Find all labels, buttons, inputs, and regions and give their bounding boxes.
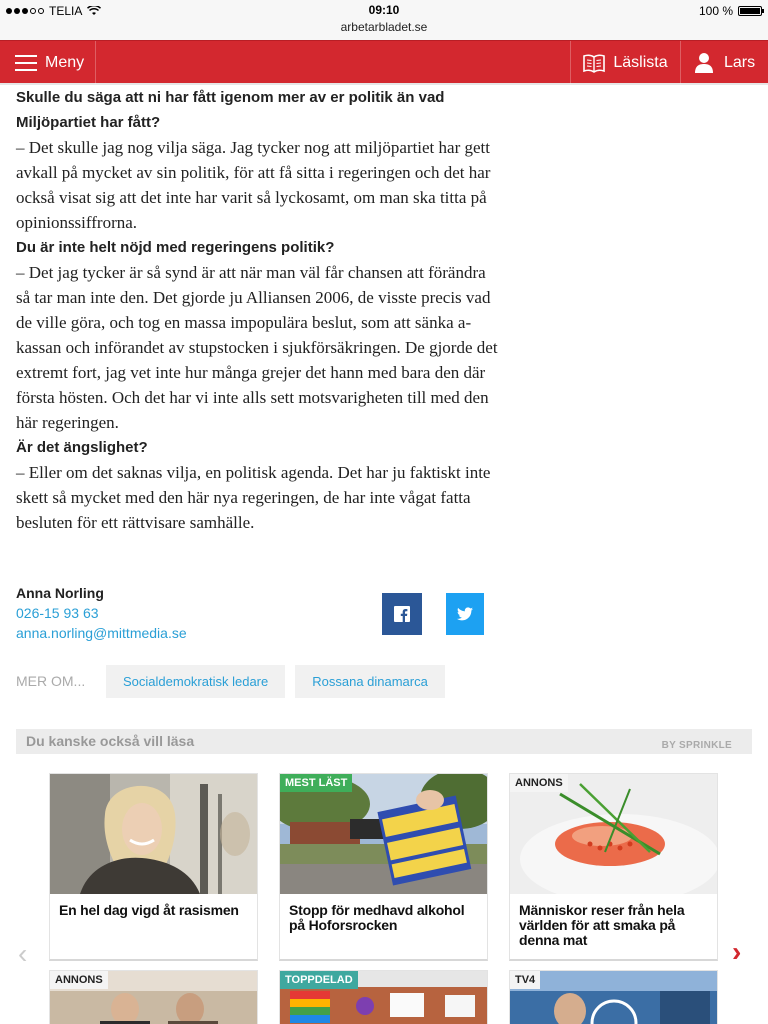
- recommendation-card[interactable]: [509, 773, 718, 961]
- card-caption: En hel dag vigd åt rasismen: [59, 902, 239, 918]
- card-caption: Människor reser från hela världen för att smaka på denna mat: [519, 902, 685, 948]
- twitter-share-button[interactable]: [446, 593, 484, 635]
- interview-answer: – Eller om det saknas vilja, en politisk agenda. Det har ju faktiskt inte skett så mycket med den här nya regeringen, de har inte vågat fatta besluten för ett rättvisare samhälle.: [16, 463, 491, 532]
- facebook-icon: [394, 606, 410, 622]
- author-info: [16, 583, 187, 643]
- ad-badge: ANNONS: [50, 971, 108, 989]
- recommendation-card[interactable]: [49, 970, 258, 1024]
- recommendations-header: [16, 729, 752, 754]
- clock: 09:10: [368, 3, 400, 17]
- carousel-prev-icon[interactable]: ‹: [18, 938, 28, 969]
- card-image-food-dish: [510, 774, 717, 894]
- author-name: Anna Norling: [16, 585, 104, 601]
- battery-percent: 100 %: [698, 4, 733, 18]
- carrier-name: TELIA: [49, 4, 83, 18]
- open-book-icon: [583, 53, 605, 73]
- interview-answer: – Det jag tycker är så synd är att när man väl får chansen att förändra så tar man inte den. Det gjorde ju Alliansen 2006, de visste precis vad de ville göra, och tog en massa impopulära beslut, som att sänka a-kassan och införandet av stupstocken i sjukförsäkringen. De gjorde det extremt fort, jag vet inte hur många grejer det hann med bara den där första hösten. Och det har vi inte alls sett motsvarigheten till med den här regeringen.: [16, 263, 498, 432]
- recommendations-title: Du kanske också vill läsa: [26, 733, 195, 749]
- site-header: [0, 40, 768, 85]
- card-image-beer-crate: [280, 774, 487, 894]
- card-image-tv-video: [510, 971, 717, 1024]
- card-image-woman-smiling: [50, 774, 257, 894]
- article-body: [16, 85, 500, 535]
- facebook-share-button[interactable]: [382, 593, 422, 635]
- tag-link[interactable]: Socialdemokratisk ledare: [106, 665, 285, 698]
- interview-question: Du är inte helt nöjd med regeringens politik?: [16, 239, 335, 256]
- menu-button[interactable]: [0, 41, 96, 84]
- interview-question: Är det ängslighet?: [16, 439, 148, 456]
- author-phone-link[interactable]: 026-15 93 63: [16, 605, 99, 621]
- card-image-people: [50, 971, 257, 1024]
- tv4-badge: TV4: [510, 971, 540, 989]
- user-icon: [694, 52, 714, 74]
- carousel-next-icon[interactable]: ›: [732, 936, 742, 967]
- provider-label: BY SPRINKLE: [661, 740, 732, 751]
- menu-label: Meny: [45, 53, 85, 71]
- user-account-button[interactable]: [680, 41, 768, 84]
- ad-badge: ANNONS: [510, 774, 568, 792]
- hamburger-icon: [15, 55, 37, 71]
- battery-icon: [738, 6, 762, 16]
- top-shared-badge: TOPPDELAD: [280, 971, 358, 989]
- tag-link[interactable]: Rossana dinamarca: [295, 665, 445, 698]
- ios-status-bar: [0, 0, 768, 40]
- recommendation-card[interactable]: [279, 773, 488, 961]
- card-image-pride-parade: [280, 971, 487, 1024]
- readlist-label: Läslista: [613, 53, 668, 71]
- more-about-label: MER OM...: [16, 673, 86, 689]
- user-label: Lars: [723, 53, 756, 71]
- interview-question: Skulle du säga att ni har fått igenom mer av er politik än vad Miljöpartiet har fått?: [16, 89, 445, 131]
- related-tags: [16, 664, 455, 698]
- most-read-badge: MEST LÄST: [280, 774, 352, 792]
- twitter-icon: [457, 607, 473, 621]
- recommendation-card[interactable]: [49, 773, 258, 961]
- recommendation-card[interactable]: [509, 970, 718, 1024]
- card-caption: Stopp för medhavd alkohol på Hoforsrocken: [289, 902, 465, 933]
- interview-answer: – Det skulle jag nog vilja säga. Jag tycker nog att miljöpartiet har gett avkall på mycket av sin politik, för att få sitta i regeringen och det har också visat sig att det inte har varit så lyckosamt, om man ska titta på opinionssiffrorna.: [16, 138, 491, 232]
- recommendation-card[interactable]: [279, 970, 488, 1024]
- author-email-link[interactable]: anna.norling@mittmedia.se: [16, 625, 187, 641]
- readlist-button[interactable]: [570, 41, 680, 84]
- battery-status: [699, 4, 762, 18]
- address-bar[interactable]: arbetarbladet.se: [340, 20, 428, 34]
